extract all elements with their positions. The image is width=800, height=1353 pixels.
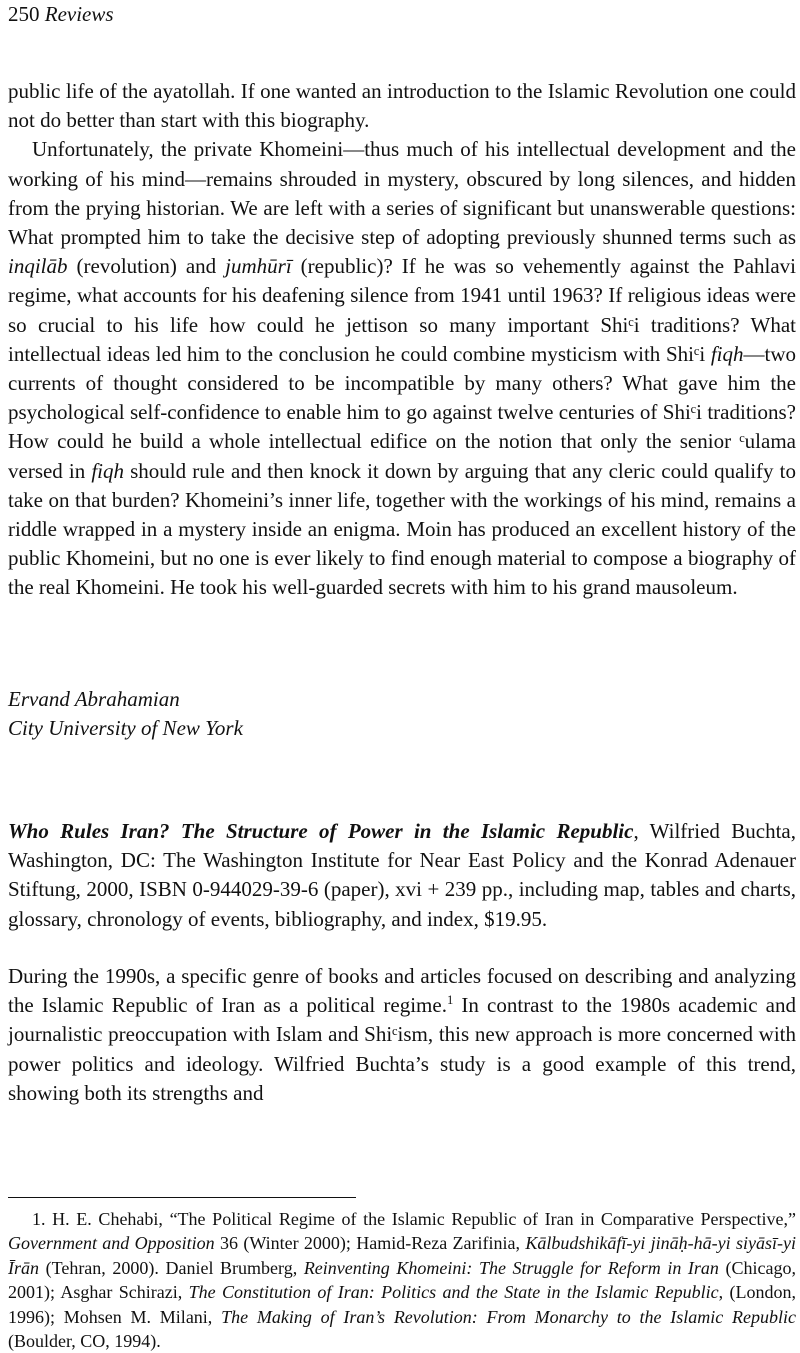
review-continuation bbox=[8, 77, 796, 603]
text-run: (republic)? If he was so vehemently against the Pahlavi regime, what accounts for his deafening silence from 1941 until 1963? If religious ideas were so crucial to his life how could he jettison so many important Shiᶜi traditions? What intellectual ideas led him to the conclusion he could combine mysticism with Shiᶜi bbox=[8, 254, 796, 366]
term-inqilab: inqilāb bbox=[8, 254, 68, 279]
term-jumhuri: jumhūrī bbox=[225, 254, 292, 279]
text-run: (revolution) and bbox=[67, 254, 226, 279]
reviewer-name: Ervand Abrahamian bbox=[8, 687, 180, 711]
book-citation bbox=[8, 817, 796, 934]
footnote-divider bbox=[8, 1197, 356, 1198]
text-run: Unfortunately, the private Khomeini—thus much of his intellectual development and the working of his mind—remains shrouded in mystery, obscured by long silences, and hidden from the prying historian. We are left with a series of significant but unanswerable questions: What prompted him to take the decisive step of adopting previously shunned terms such as bbox=[8, 137, 796, 250]
page-number: 250 bbox=[8, 2, 40, 26]
text-run: H. E. Chehabi, “The Political Regime of the Islamic Republic of Iran in Comparative Perspective,” bbox=[45, 1209, 796, 1229]
text-run: —two currents of thought considered to be incompatible by many others? What gave him the psychological self-confidence to enable him to go against twelve centuries of Shiᶜi traditions? How could he build a whole intellectual edifice on the notion that only the senior ᶜulama versed in bbox=[8, 341, 796, 483]
citation-paragraph bbox=[8, 817, 796, 934]
running-title: Reviews bbox=[44, 2, 114, 26]
book-title: Who Rules Iran? The Structure of Power in the Islamic Republic bbox=[8, 819, 634, 843]
footnote-number: 1. bbox=[32, 1209, 46, 1229]
cited-journal: Government and Opposition bbox=[8, 1233, 215, 1254]
footnote bbox=[8, 1207, 796, 1353]
continuation-paragraph: public life of the ayatollah. If one wanted an introduction to the Islamic Revolution one could not do better than start with this biography. bbox=[8, 79, 796, 133]
text-run: (Tehran, 2000). Daniel Brumberg, bbox=[39, 1257, 304, 1278]
footnote-reference[interactable]: 1 bbox=[446, 993, 454, 1008]
cited-title: The Constitution of Iran: Politics and the State in the Islamic Republic bbox=[188, 1282, 719, 1303]
review-body bbox=[8, 962, 796, 1108]
reviewer-affiliation: City University of New York bbox=[8, 716, 243, 740]
term-fiqh: fiqh bbox=[91, 458, 125, 483]
running-header bbox=[8, 0, 114, 28]
text-run: , (London, 1996); Mohsen M. Milani, bbox=[8, 1282, 796, 1327]
reviewer-signature bbox=[8, 685, 243, 743]
term-fiqh: fiqh bbox=[710, 341, 744, 366]
cited-title: The Making of Iran’s Revolution: From Monarchy to the Islamic Republic bbox=[221, 1306, 796, 1327]
text-run: In contrast to the 1980s academic and journalistic preoccupation with Islam and Shiᶜism, this new approach is more concerned with power politics and ideology. Wilfried Buchta’s study is a good example of this trend, showing both its strengths and bbox=[8, 993, 797, 1105]
cited-title: Kālbudshikāfī-yi jināḥ-hā-yi siyāsī-yi Īrān bbox=[8, 1233, 796, 1278]
text-run: During the 1990s, a specific genre of books and articles focused on describing and analyzing the Islamic Republic of Iran as a political regime. bbox=[8, 964, 796, 1018]
text-run: (Boulder, CO, 1994). bbox=[8, 1331, 161, 1352]
text-run: 36 (Winter 2000); Hamid-Reza Zarifinia, bbox=[214, 1233, 526, 1254]
body-paragraph bbox=[8, 962, 796, 1108]
text-run: should rule and then knock it down by arguing that any cleric could qualify to take on that burden? Khomeini’s inner life, together with the workings of his mind, remains a riddle wrapped in a mystery inside an enigma. Moin has produced an excellent history of the public Khomeini, but no one is ever likely to find enough material to compose a biography of the real Khomeini. He took his well-guarded secrets with him to his grand mausoleum. bbox=[8, 458, 796, 600]
closing-paragraph bbox=[8, 135, 796, 602]
cited-title: Reinventing Khomeini: The Struggle for Reform in Iran bbox=[303, 1257, 719, 1278]
text-run: (Chicago, 2001); Asghar Schirazi, bbox=[8, 1257, 796, 1303]
book-details: , Wilfried Buchta, Washington, DC: The Washington Institute for Near East Policy and the Konrad Adenauer Stiftung, 2000, ISBN 0-944029-39-6 (paper), xvi + 239 pp., including map, tables and charts, glossary, chronology of events, bibliography, and index, $19.95. bbox=[8, 819, 796, 931]
